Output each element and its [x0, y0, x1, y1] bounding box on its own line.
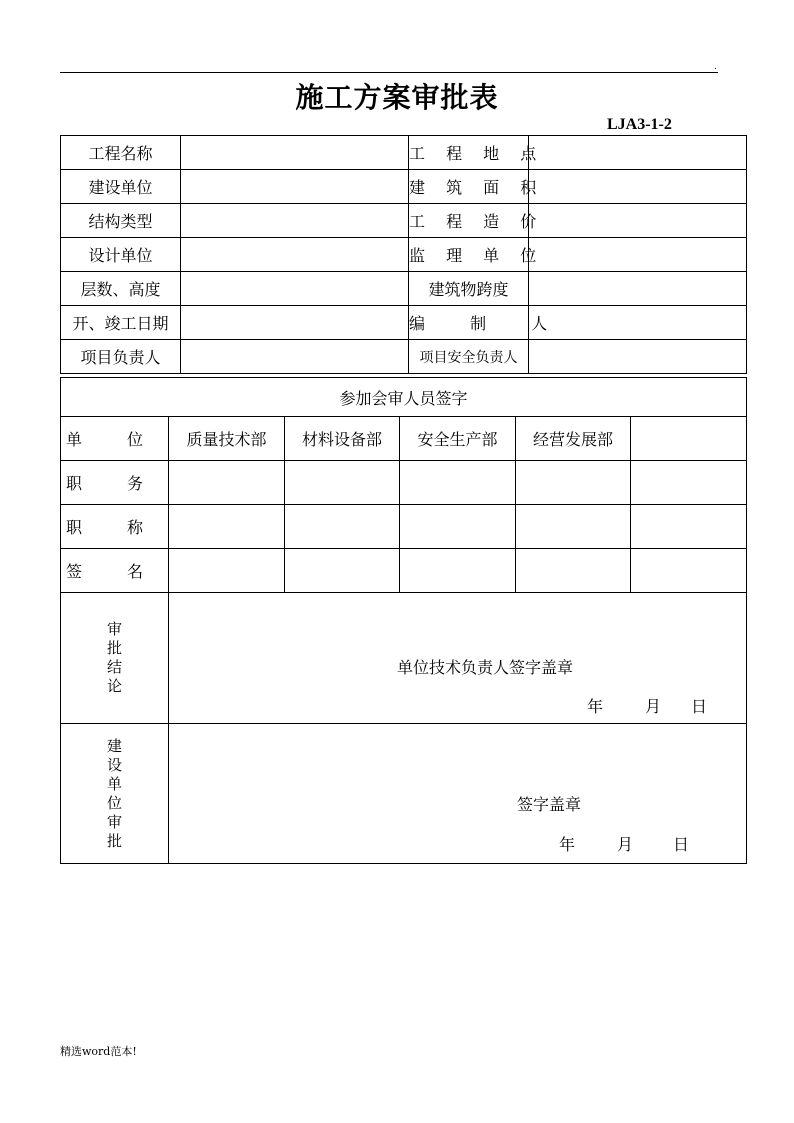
- table-row: [61, 549, 747, 593]
- table-row: [61, 306, 747, 340]
- position-cell[interactable]: [631, 461, 747, 505]
- footer-note: 精选word范本!: [60, 1045, 137, 1058]
- table-row: [61, 378, 747, 417]
- table-row: [61, 170, 747, 204]
- owner-approval-label: 建 设 单 位 审 批: [61, 724, 169, 864]
- signature-cell[interactable]: [516, 549, 631, 593]
- table-row: [61, 417, 747, 461]
- corner-mark: .: [714, 62, 717, 72]
- table-row: [61, 724, 747, 864]
- approval-month-label: 月: [645, 697, 662, 716]
- table-row: [61, 340, 747, 374]
- position-cell[interactable]: [285, 461, 400, 505]
- approval-conclusion-field[interactable]: [169, 593, 747, 724]
- title-cell[interactable]: [516, 505, 631, 549]
- start-end-date-field[interactable]: [181, 306, 409, 340]
- project-cost-label: 工 程 造 价: [409, 204, 529, 238]
- dept-materials-equipment: 材料设备部: [285, 417, 400, 461]
- dept-safety-production: 安全生产部: [400, 417, 516, 461]
- owner-approval-field[interactable]: [169, 724, 747, 864]
- project-cost-field[interactable]: [529, 204, 747, 238]
- signature-cell[interactable]: [169, 549, 285, 593]
- approval-conclusion-label: 审 批 结 论: [61, 593, 169, 724]
- owner-unit-field[interactable]: [181, 170, 409, 204]
- form-code: LJA3-1-2: [607, 116, 672, 133]
- approval-year-label: 年: [587, 697, 604, 716]
- approval-day-label: 日: [691, 697, 708, 716]
- design-unit-label: 设计单位: [61, 238, 181, 272]
- floors-height-label: 层数、高度: [61, 272, 181, 306]
- supervision-unit-label: 监 理 单 位: [409, 238, 529, 272]
- signature-cell[interactable]: [631, 549, 747, 593]
- table-row: [61, 272, 747, 306]
- floor-area-label: 建 筑 面 积: [409, 170, 529, 204]
- structure-type-field[interactable]: [181, 204, 409, 238]
- signature-cell[interactable]: [400, 549, 516, 593]
- position-cell[interactable]: [400, 461, 516, 505]
- page-title: 施工方案审批表: [295, 81, 499, 114]
- title-cell[interactable]: [631, 505, 747, 549]
- building-span-field[interactable]: [529, 272, 747, 306]
- safety-manager-field[interactable]: [529, 340, 747, 374]
- unit-label: 单 位: [61, 417, 169, 461]
- header-rule: [60, 72, 718, 73]
- safety-manager-label: 项目安全负责人: [409, 340, 529, 374]
- position-label: 职 务: [61, 461, 169, 505]
- floor-area-field[interactable]: [529, 170, 747, 204]
- table-row: [61, 136, 747, 170]
- title-cell[interactable]: [400, 505, 516, 549]
- project-name-label: 工程名称: [61, 136, 181, 170]
- supervision-unit-field[interactable]: [529, 238, 747, 272]
- project-manager-field[interactable]: [181, 340, 409, 374]
- project-location-field[interactable]: [529, 136, 747, 170]
- owner-year-label: 年: [559, 835, 576, 854]
- project-info-table: [60, 135, 747, 374]
- title-label: 职 称: [61, 505, 169, 549]
- title-cell[interactable]: [285, 505, 400, 549]
- owner-unit-label: 建设单位: [61, 170, 181, 204]
- dept-business-development: 经营发展部: [516, 417, 631, 461]
- design-unit-field[interactable]: [181, 238, 409, 272]
- position-cell[interactable]: [516, 461, 631, 505]
- table-row: [61, 505, 747, 549]
- structure-type-label: 结构类型: [61, 204, 181, 238]
- project-name-field[interactable]: [181, 136, 409, 170]
- floors-height-field[interactable]: [181, 272, 409, 306]
- signature-cell[interactable]: [285, 549, 400, 593]
- signoff-header: 参加会审人员签字: [61, 378, 747, 417]
- table-row: [61, 593, 747, 724]
- title-cell[interactable]: [169, 505, 285, 549]
- position-cell[interactable]: [169, 461, 285, 505]
- table-row: [61, 238, 747, 272]
- owner-month-label: 月: [617, 835, 634, 854]
- project-manager-label: 项目负责人: [61, 340, 181, 374]
- dept-quality-tech: 质量技术部: [169, 417, 285, 461]
- table-row: [61, 204, 747, 238]
- signature-label: 签 名: [61, 549, 169, 593]
- project-location-label: 工 程 地 点: [409, 136, 529, 170]
- building-span-label: 建筑物跨度: [409, 272, 529, 306]
- start-end-date-label: 开、竣工日期: [61, 306, 181, 340]
- table-row: [61, 461, 747, 505]
- tech-lead-signature-text: 单位技术负责人签字盖章: [397, 658, 574, 677]
- review-signoff-table: [60, 377, 747, 864]
- dept-blank: [631, 417, 747, 461]
- compiler-label: 编 制 人: [409, 306, 529, 340]
- owner-day-label: 日: [673, 835, 690, 854]
- owner-signature-text: 签字盖章: [517, 795, 582, 814]
